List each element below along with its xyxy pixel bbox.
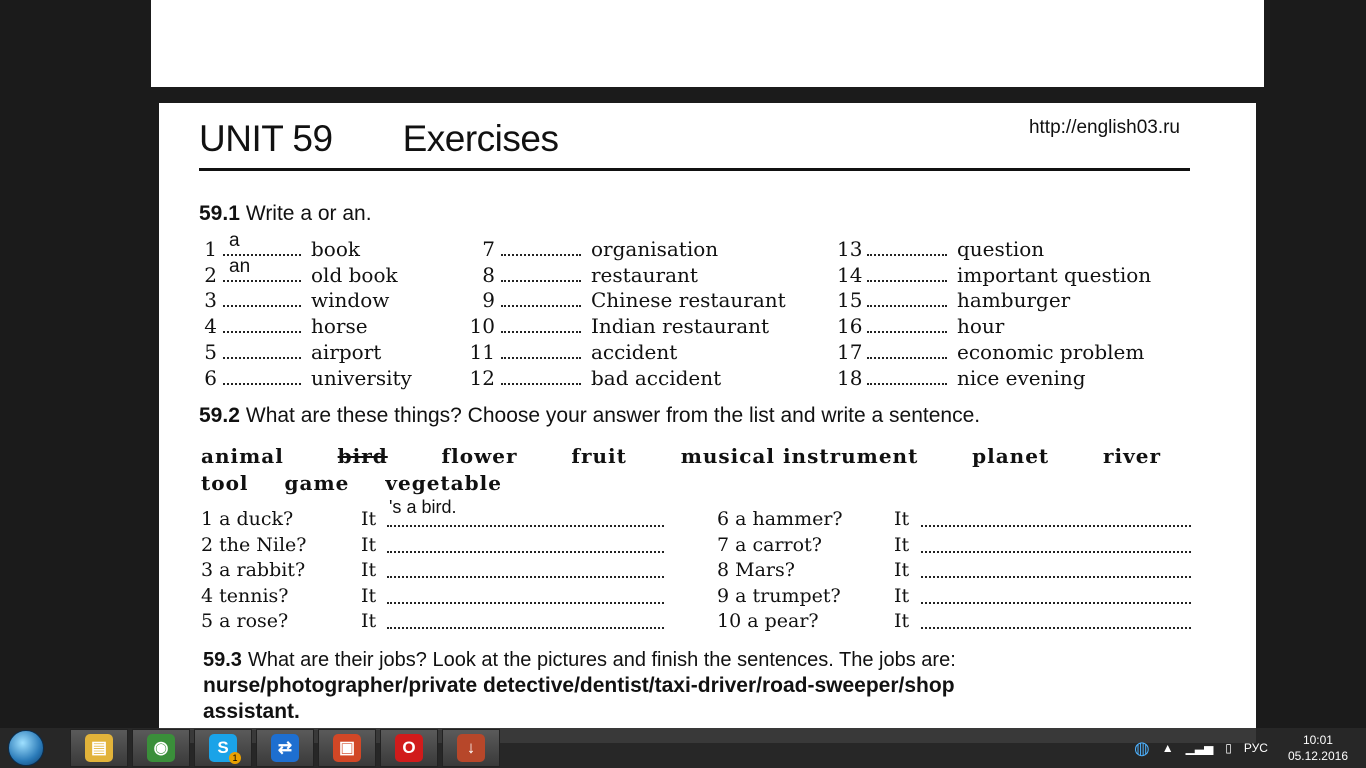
word-list-item: game [284,471,350,495]
document-viewer-icon: ↓ [457,734,485,762]
word-list-item: planet [972,444,1050,468]
word-list-item: fruit [571,444,627,468]
question-label: 6 a hammer? [717,508,843,530]
answer-blank[interactable] [387,588,664,604]
answer-line[interactable] [921,510,1191,532]
item-phrase: book [311,237,361,261]
exercise-59-2-heading: 59.2 What are these things? Choose your answer from the list and write a sentence. [199,404,981,427]
answer-blank[interactable] [867,266,947,282]
word-list-item: animal [201,444,284,468]
clock-date: 05.12.2016 [1287,749,1348,763]
system-tray [1128,728,1366,768]
answer-line[interactable] [921,612,1191,634]
exercise-item [469,288,786,312]
exercise-item [469,366,721,390]
exercise-item [199,340,381,364]
question-label: 3 a rabbit? [201,559,306,582]
answer-blank[interactable] [501,291,581,307]
sentence-subject: It [361,610,377,633]
file-explorer-icon: ▤ [85,734,113,762]
start-button[interactable] [6,728,46,768]
exercise-item [469,340,677,364]
answer-blank[interactable] [501,369,581,385]
word-list-line-1 [201,444,1161,468]
previous-page-area [151,0,1264,87]
item-phrase: accident [591,339,678,364]
exercise-item [837,237,1044,261]
file-explorer-taskbar-button[interactable] [70,729,128,767]
answer-blank[interactable] [387,613,664,629]
clock-time: 10:01 [1302,733,1333,747]
sentence-subject: It [894,559,910,582]
chrome-icon: ◉ [147,734,175,762]
item-number: 15 [837,288,863,313]
item-phrase: important question [957,262,1152,287]
answer-blank[interactable] [867,369,947,385]
exercise-item [837,314,1004,338]
item-phrase: horse [311,314,368,339]
item-number: 17 [837,339,863,364]
item-number: 11 [469,339,495,364]
answer-blank[interactable] [223,255,301,282]
item-phrase: bad accident [591,365,722,390]
answer-blank[interactable] [921,613,1191,629]
item-number: 8 [482,262,495,287]
word-list-item: bird [337,444,388,468]
opera-icon: O [395,734,423,762]
item-number: 6 [204,365,217,390]
sentence-subject: It [361,559,377,582]
item-phrase: organisation [591,237,719,261]
windows-start-icon [8,730,44,766]
answer-blank[interactable] [921,537,1191,553]
item-number: 16 [837,314,863,339]
item-number: 3 [204,288,217,313]
exercise-item [469,314,769,338]
item-number: 7 [482,237,495,261]
answer-line[interactable] [921,536,1191,558]
answer-blank[interactable] [223,343,301,359]
taskbar [0,728,1366,768]
answer-blank[interactable] [921,562,1191,578]
question-label: 1 a duck? [201,508,294,530]
sentence-subject: It [361,584,377,607]
exercise-item [199,230,361,261]
answer-blank[interactable] [921,511,1191,527]
word-list-item: vegetable [385,471,502,495]
word-list-item: river [1102,444,1161,468]
exercise-item [469,237,718,261]
sentence-subject: It [894,610,910,633]
answer-line[interactable] [387,536,664,558]
exercise-item [469,263,698,287]
item-number: 1 [204,237,217,261]
teamviewer-taskbar-button[interactable] [256,729,314,767]
question-label: 10 a pear? [717,610,819,633]
unit-number: UNIT 59 [199,118,333,159]
answer-line[interactable] [921,587,1191,609]
answer-blank[interactable] [387,537,664,553]
item-number: 2 [204,262,217,287]
opera-taskbar-button[interactable] [380,729,438,767]
jobs-list-line-1: nurse/photographer/private detective/dentist/taxi-driver/road-sweeper/shop [203,674,955,697]
battery-icon[interactable]: ▯ [1225,741,1232,755]
language-indicator[interactable]: РУС [1243,741,1268,755]
unit-title [199,118,558,160]
section-title: Exercises [402,118,559,159]
sentence-subject: It [894,584,910,607]
answer-line[interactable] [387,587,664,609]
answer-blank[interactable] [223,291,301,307]
word-list-item: flower [441,444,518,468]
answer-line[interactable] [387,497,664,532]
skype-taskbar-button[interactable] [194,729,252,767]
exercise-item [199,255,398,287]
document-viewer-taskbar-button[interactable] [442,729,500,767]
answer-blank[interactable] [501,240,581,256]
sentence-subject: It [361,508,377,530]
exercise-item [199,314,368,338]
exercise-item [199,288,389,312]
item-phrase: Chinese restaurant [591,288,786,313]
document-page [159,103,1256,743]
answer-blank[interactable] [387,562,664,578]
handwritten-answer: a [229,230,240,251]
answer-blank[interactable] [501,343,581,359]
teamviewer-icon: ⇄ [271,734,299,762]
item-number: 12 [469,365,495,390]
show-hidden-icons-icon[interactable]: ▲ [1161,741,1174,755]
answer-blank[interactable] [867,240,947,256]
answer-blank[interactable] [501,317,581,333]
exercise-59-1-heading: 59.1 Write a or an. [199,202,372,225]
word-list-item: musical instrument [680,444,919,468]
answer-blank[interactable] [223,230,301,256]
taskbar-apps [66,729,500,767]
item-number: 18 [837,365,863,390]
presentation-taskbar-button[interactable] [318,729,376,767]
answer-line[interactable] [387,561,664,583]
network-signal-icon[interactable]: ▁▃▅ [1185,741,1214,755]
sentence-subject: It [894,533,910,556]
item-phrase: nice evening [957,365,1086,390]
item-phrase: question [957,237,1045,261]
item-phrase: airport [311,339,382,364]
exercise-item [837,263,1151,287]
answer-line[interactable] [387,612,664,634]
skype-icon: S [209,734,237,762]
sentence-subject: It [361,533,377,556]
item-number: 10 [469,314,495,339]
system-clock[interactable] [1288,732,1348,764]
answer-line[interactable] [921,561,1191,583]
item-number: 9 [482,288,495,313]
exercise-item [837,288,1070,312]
word-list-item: tool [201,471,249,495]
item-number: 5 [204,339,217,364]
answer-blank[interactable] [867,291,947,307]
exercise-59-3-heading: 59.3 What are their jobs? Look at the pictures and finish the sentences. The jobs are: [203,649,956,671]
item-phrase: restaurant [591,262,698,287]
word-list-line-2 [201,471,502,495]
sentence-subject: It [894,508,910,530]
exercise-item [837,366,1086,390]
jobs-list-line-2: assistant. [203,700,300,723]
item-phrase: window [311,288,390,313]
presentation-icon: ▣ [333,734,361,762]
answer-blank[interactable] [501,266,581,282]
handwritten-answer: 's a bird. [389,497,457,517]
site-url: http://english03.ru [1028,117,1180,138]
question-label: 4 tennis? [201,584,289,607]
item-phrase: old book [311,262,398,287]
answer-blank[interactable] [223,317,301,333]
notification-icon[interactable]: ◍ [1134,737,1150,758]
notification-badge: 1 [229,752,241,764]
answer-blank[interactable] [921,588,1191,604]
question-label: 2 the Nile? [201,533,307,556]
answer-blank[interactable] [867,317,947,333]
answer-blank[interactable] [223,369,301,385]
exercise-item [837,340,1144,364]
item-phrase: university [311,365,412,390]
question-label: 8 Mars? [717,559,795,582]
item-phrase: Indian restaurant [591,314,770,339]
handwritten-answer: an [229,255,251,277]
question-label: 9 a trumpet? [717,584,841,607]
answer-blank[interactable] [867,343,947,359]
title-rule [199,168,1190,171]
item-number: 13 [837,237,863,261]
item-number: 4 [204,314,217,339]
question-label: 7 a carrot? [717,533,822,556]
item-number: 14 [837,262,863,287]
exercise-item [199,366,412,390]
chrome-taskbar-button[interactable] [132,729,190,767]
answer-blank[interactable] [387,497,664,527]
item-phrase: hamburger [957,288,1071,313]
item-phrase: economic problem [957,339,1145,364]
item-phrase: hour [957,314,1005,339]
question-label: 5 a rose? [201,610,289,633]
